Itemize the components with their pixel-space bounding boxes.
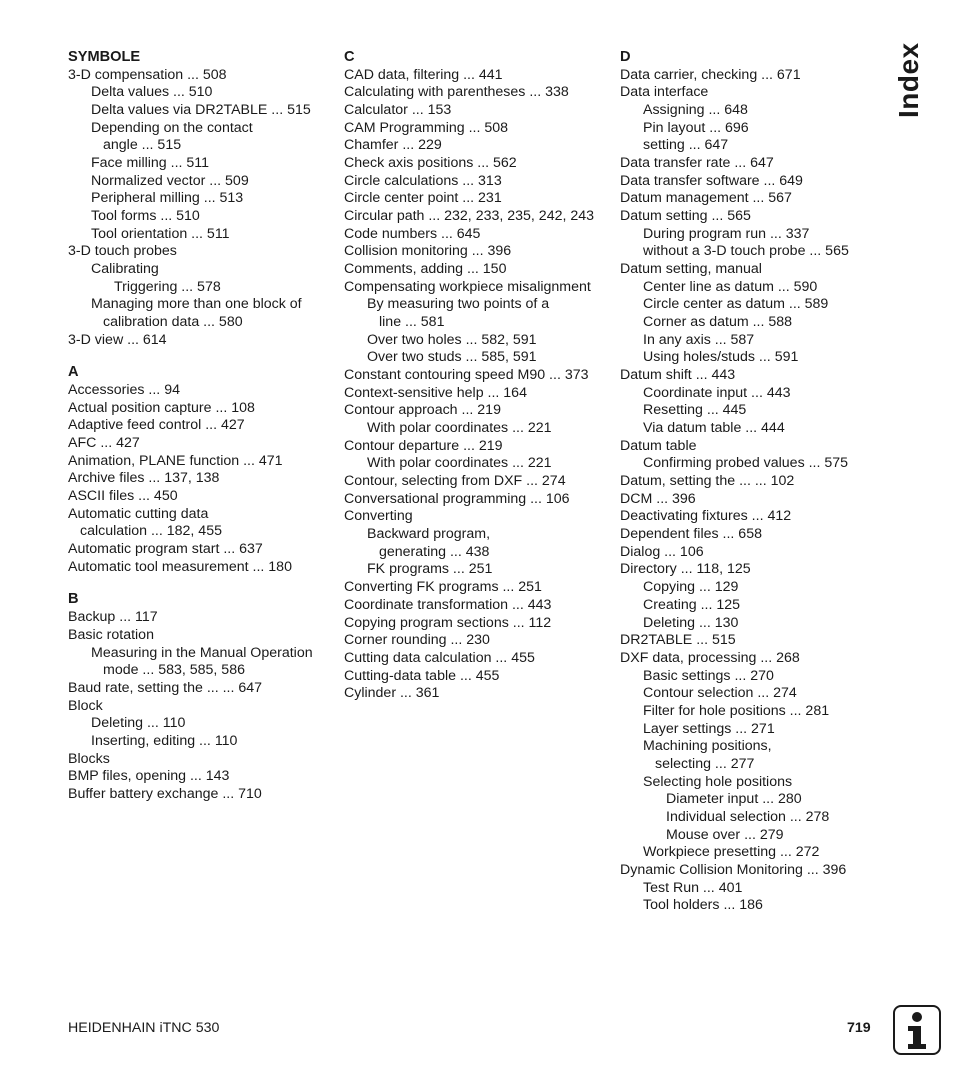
index-subentry: Over two studs ... 585, 591	[367, 349, 537, 366]
index-entry-continuation: angle ... 515	[103, 137, 182, 154]
index-subentry: Machining positions,	[643, 738, 772, 755]
index-subentry: Delta values via DR2TABLE ... 515	[91, 102, 311, 119]
index-entry: Datum shift ... 443	[620, 367, 736, 384]
index-entry: Copying program sections ... 112	[344, 614, 552, 631]
index-entry: Adaptive feed control ... 427	[68, 417, 245, 434]
index-subentry: Calibrating	[91, 261, 159, 278]
index-entry: Basic rotation	[68, 626, 154, 643]
index-entry: BMP files, opening ... 143	[68, 768, 230, 785]
index-subentry: Tool forms ... 510	[91, 208, 200, 225]
index-entry-continuation: selecting ... 277	[655, 755, 755, 772]
index-entry: ASCII files ... 450	[68, 488, 178, 505]
index-entry: Dialog ... 106	[620, 543, 704, 560]
index-entry: Data transfer rate ... 647	[620, 155, 774, 172]
index-subentry: Triggering ... 578	[114, 278, 221, 295]
index-entry: Datum management ... 567	[620, 190, 792, 207]
index-subentry: Backward program,	[367, 526, 491, 543]
index-column-1	[68, 49, 338, 804]
index-entry: Datum setting ... 565	[620, 208, 751, 225]
page-number: 719	[847, 1020, 871, 1036]
index-subentry: without a 3-D touch probe ... 565	[643, 243, 849, 260]
index-entry: Constant contouring speed M90 ... 373	[344, 367, 589, 384]
index-entry-continuation: mode ... 583, 585, 586	[103, 662, 245, 679]
index-entry: CAM Programming ... 508	[344, 119, 509, 136]
index-entry: Buffer battery exchange ... 710	[68, 785, 262, 802]
index-subentry: Confirming probed values ... 575	[643, 455, 849, 472]
index-entry: Deactivating fixtures ... 412	[620, 508, 792, 525]
index-subentry: Corner as datum ... 588	[643, 314, 793, 331]
index-entry: Circle center point ... 231	[344, 190, 502, 207]
index-entry: Backup ... 117	[68, 609, 158, 626]
index-subentry: Pin layout ... 696	[643, 119, 749, 136]
index-subentry: By measuring two points of a	[367, 296, 550, 313]
index-subentry: Normalized vector ... 509	[91, 172, 249, 189]
index-entry: Datum table	[620, 437, 697, 454]
index-entry: Automatic cutting data	[68, 505, 209, 522]
index-entry: DXF data, processing ... 268	[620, 649, 800, 666]
index-subentry: setting ... 647	[643, 137, 729, 154]
index-entry: Check axis positions ... 562	[344, 155, 517, 172]
index-entry: Contour departure ... 219	[344, 437, 503, 454]
index-subentry: Managing more than one block of	[91, 296, 302, 313]
index-entry: Cylinder ... 361	[344, 685, 440, 702]
index-entry: Datum, setting the ... ... 102	[620, 473, 795, 490]
index-entry: Blocks	[68, 750, 110, 767]
index-entry: Automatic program start ... 637	[68, 541, 263, 558]
index-subentry: Assigning ... 648	[643, 102, 748, 119]
index-subentry: Workpiece presetting ... 272	[643, 844, 820, 861]
section-gap	[68, 349, 338, 364]
index-entry: Corner rounding ... 230	[344, 632, 490, 649]
index-entry: 3-D touch probes	[68, 243, 177, 260]
index-subentry: Over two holes ... 582, 591	[367, 331, 537, 348]
index-subentry: Face milling ... 511	[91, 155, 210, 172]
index-subentry: With polar coordinates ... 221	[367, 420, 552, 437]
index-entry: Animation, PLANE function ... 471	[68, 452, 283, 469]
index-subentry: During program run ... 337	[643, 225, 810, 242]
index-entry: Directory ... 118, 125	[620, 561, 751, 578]
index-subentry: With polar coordinates ... 221	[367, 455, 552, 472]
index-subentry: Selecting hole positions	[643, 773, 793, 790]
index-entry: Compensating workpiece misalignment	[344, 278, 591, 295]
index-subentry: Depending on the contact	[91, 119, 253, 136]
index-entry: Chamfer ... 229	[344, 137, 442, 154]
index-entry: Contour approach ... 219	[344, 402, 501, 419]
index-entry: Cutting data calculation ... 455	[344, 649, 535, 666]
footer-product-name: HEIDENHAIN iTNC 530	[68, 1020, 220, 1036]
index-entry: Coordinate transformation ... 443	[344, 596, 552, 613]
index-subentry: Test Run ... 401	[643, 879, 743, 896]
index-subentry: Resetting ... 445	[643, 402, 747, 419]
index-entry: CAD data, filtering ... 441	[344, 66, 503, 83]
index-column-2	[344, 49, 614, 703]
index-subentry: Circle center as datum ... 589	[643, 296, 829, 313]
index-subentry: Measuring in the Manual Operation	[91, 644, 313, 661]
index-entry: Calculating with parentheses ... 338	[344, 84, 569, 101]
index-entry: Calculator ... 153	[344, 102, 452, 119]
index-subentry: Copying ... 129	[643, 579, 739, 596]
index-entry: Context-sensitive help ... 164	[344, 384, 527, 401]
index-entry-continuation: calibration data ... 580	[103, 314, 243, 331]
index-subentry: Tool holders ... 186	[643, 897, 763, 914]
index-section-heading: B	[68, 591, 79, 608]
index-subentry: Coordinate input ... 443	[643, 384, 791, 401]
index-subentry: Peripheral milling ... 513	[91, 190, 244, 207]
index-entry-continuation: calculation ... 182, 455	[80, 523, 222, 540]
index-subentry: In any axis ... 587	[643, 331, 755, 348]
index-subentry: Delta values ... 510	[91, 84, 213, 101]
index-entry: Block	[68, 697, 103, 714]
index-entry: Archive files ... 137, 138	[68, 470, 220, 487]
index-entry: Dynamic Collision Monitoring ... 396	[620, 861, 847, 878]
index-entry: Data carrier, checking ... 671	[620, 66, 801, 83]
index-section-heading: A	[68, 364, 79, 381]
index-subentry: Filter for hole positions ... 281	[643, 702, 830, 719]
index-entry: Comments, adding ... 150	[344, 261, 507, 278]
index-entry: AFC ... 427	[68, 435, 140, 452]
index-column-3	[620, 49, 890, 915]
index-entry: Dependent files ... 658	[620, 526, 762, 543]
index-subentry: Using holes/studs ... 591	[643, 349, 799, 366]
index-entry: Contour, selecting from DXF ... 274	[344, 473, 566, 490]
index-entry: Automatic tool measurement ... 180	[68, 558, 292, 575]
index-entry-continuation: line ... 581	[379, 314, 445, 331]
index-subentry: Creating ... 125	[643, 596, 741, 613]
index-subentry: Via datum table ... 444	[643, 420, 785, 437]
index-entry: Actual position capture ... 108	[68, 399, 255, 416]
index-subentry: Diameter input ... 280	[666, 791, 802, 808]
index-subentry: Deleting ... 130	[643, 614, 739, 631]
info-icon	[893, 1005, 941, 1055]
index-entry: DR2TABLE ... 515	[620, 632, 736, 649]
index-subentry: Layer settings ... 271	[643, 720, 775, 737]
index-entry: Data transfer software ... 649	[620, 172, 803, 189]
index-entry: Accessories ... 94	[68, 382, 180, 399]
index-entry-continuation: generating ... 438	[379, 543, 490, 560]
index-entry: Circular path ... 232, 233, 235, 242, 243	[344, 208, 595, 225]
index-side-title: Index	[893, 42, 924, 118]
index-subentry: Tool orientation ... 511	[91, 225, 230, 242]
section-gap	[68, 576, 338, 591]
index-subentry: Inserting, editing ... 110	[91, 732, 238, 749]
index-entry: Collision monitoring ... 396	[344, 243, 512, 260]
index-subentry: Basic settings ... 270	[643, 667, 774, 684]
index-entry: DCM ... 396	[620, 490, 696, 507]
index-entry: Data interface	[620, 84, 709, 101]
index-subentry: Individual selection ... 278	[666, 808, 830, 825]
index-entry: 3-D view ... 614	[68, 331, 167, 348]
index-entry: Circle calculations ... 313	[344, 172, 502, 189]
index-subentry: Deleting ... 110	[91, 715, 186, 732]
index-entry: Code numbers ... 645	[344, 225, 481, 242]
index-subentry: Contour selection ... 274	[643, 685, 797, 702]
index-subentry: FK programs ... 251	[367, 561, 493, 578]
index-subentry: Mouse over ... 279	[666, 826, 784, 843]
index-section-heading: SYMBOLE	[68, 49, 141, 65]
index-entry: Baud rate, setting the ... ... 647	[68, 679, 263, 696]
index-entry: Converting FK programs ... 251	[344, 579, 542, 596]
index-entry: 3-D compensation ... 508	[68, 66, 227, 83]
index-entry: Converting	[344, 508, 413, 525]
index-entry: Datum setting, manual	[620, 261, 762, 278]
index-subentry: Center line as datum ... 590	[643, 278, 818, 295]
index-section-heading: D	[620, 49, 631, 65]
index-section-heading: C	[344, 49, 355, 65]
index-entry: Cutting-data table ... 455	[344, 667, 500, 684]
index-entry: Conversational programming ... 106	[344, 490, 570, 507]
